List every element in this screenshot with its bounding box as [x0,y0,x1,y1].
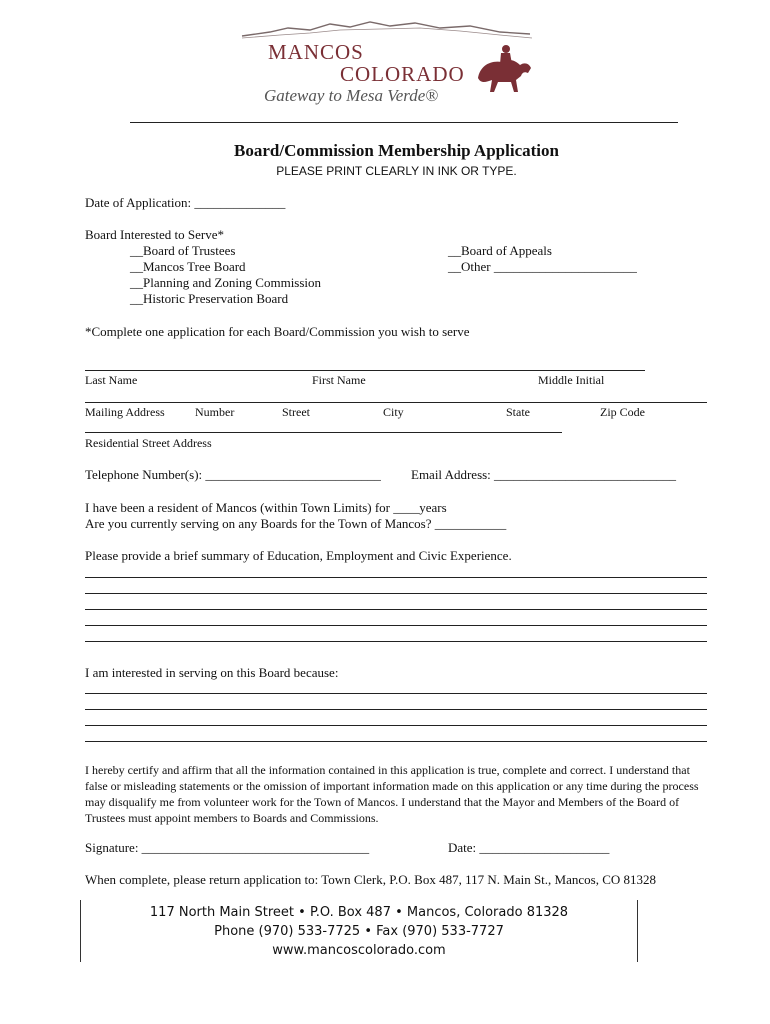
telephone-field[interactable]: Telephone Number(s): ___________________________ [85,467,381,482]
option-board-of-trustees[interactable]: __Board of Trustees [130,243,236,258]
horse-rider-icon [478,45,531,92]
page-subtitle: PLEASE PRINT CLEARLY IN INK OR TYPE. [276,164,517,178]
certification-statement: I hereby certify and affirm that all the information contained in this application is true, complete and correct. I understand that false or misleading statements or the omission of important information made on this application or any time during the process may disqualify me from volunteer work for the Town of Mancos. I understand that the Mayor and Members of the Board of Trustees must appoint members to Boards and Commissions. [85,763,699,825]
option-historic-preservation[interactable]: __Historic Preservation Board [130,291,289,306]
logo-colorado: COLORADO [340,62,465,86]
header-divider [130,122,678,123]
option-mancos-tree-board[interactable]: __Mancos Tree Board [130,259,246,274]
label-last-name: Last Name [85,373,138,387]
label-first-name: First Name [312,373,366,387]
label-state: State [506,405,530,419]
footer-address: 117 North Main Street • P.O. Box 487 • Mancos, Colorado 81328 [149,905,569,920]
summary-prompt: Please provide a brief summary of Education, Employment and Civic Experience. [85,548,512,563]
email-field[interactable]: Email Address: ____________________________ [411,467,677,482]
return-instructions: When complete, please return application to: Town Clerk, P.O. Box 487, 117 N. Main St., Mancos, CO 81328 [85,872,657,887]
summary-line[interactable] [85,577,707,578]
label-mailing-address: Mailing Address [85,405,165,419]
footer-phone: Phone (970) 533-7725 • Fax (970) 533-7727 [214,924,504,939]
mailing-address-input-line[interactable] [85,402,707,403]
summary-line[interactable] [85,609,707,610]
residential-address-input-line[interactable] [85,432,562,433]
logo-mancos: MANCOS [268,40,364,64]
label-street: Street [282,405,310,419]
summary-line[interactable] [85,593,707,594]
board-interest-heading: Board Interested to Serve* [85,227,224,242]
label-zip-code: Zip Code [600,405,645,419]
summary-line[interactable] [85,641,707,642]
interest-line[interactable] [85,693,707,694]
logo-tagline: Gateway to Mesa Verde® [264,86,439,105]
signature-date-field[interactable]: Date: ____________________ [448,840,610,855]
signature-field[interactable]: Signature: ___________________________________ [85,840,370,855]
date-of-application-field[interactable]: Date of Application: ______________ [85,195,286,210]
label-city: City [383,405,404,419]
currently-serving-field[interactable]: Are you currently serving on any Boards for the Town of Mancos? ___________ [85,516,507,531]
option-other[interactable]: __Other ______________________ [448,259,637,274]
label-middle-initial: Middle Initial [538,373,605,387]
footer-website[interactable]: www.mancoscolorado.com [272,943,446,958]
interest-line[interactable] [85,725,707,726]
town-logo [240,18,540,118]
interest-line[interactable] [85,741,707,742]
interest-prompt: I am interested in serving on this Board because: [85,665,339,680]
residency-years-field[interactable]: I have been a resident of Mancos (within Town Limits) for ____years [85,500,447,515]
page-title: Board/Commission Membership Application [234,141,559,160]
label-number: Number [195,405,235,419]
interest-line[interactable] [85,709,707,710]
summary-line[interactable] [85,625,707,626]
option-board-of-appeals[interactable]: __Board of Appeals [448,243,552,258]
option-planning-zoning[interactable]: __Planning and Zoning Commission [130,275,322,290]
board-interest-note: *Complete one application for each Board/Commission you wish to serve [85,324,470,339]
footer-contact-box [80,900,638,962]
label-residential-address: Residential Street Address [85,436,212,450]
name-input-line[interactable] [85,370,645,371]
